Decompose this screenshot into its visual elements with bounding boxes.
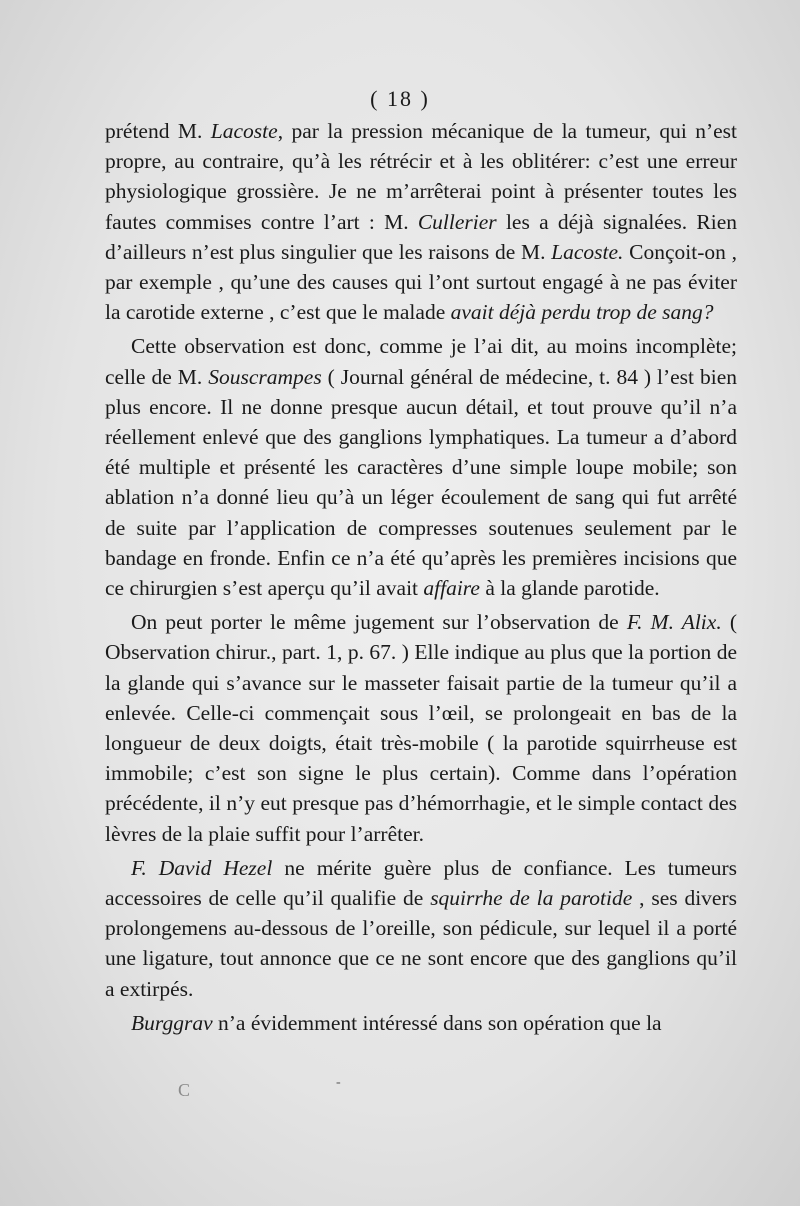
paragraph [105, 331, 737, 603]
text-run: Cette observation est donc, comme je l’ai dit, au moins incomplète; celle de M. [105, 334, 737, 389]
text-run: Conçoit-on , par exemple , qu’une des causes qui l’ont surtout engagé à ne pas éviter la carotide externe , c’est que le malade [105, 239, 737, 325]
italic-text: Cullerier [417, 209, 497, 234]
italic-text: Lacoste. [551, 239, 624, 264]
italic-text: Souscrampes [208, 364, 322, 389]
italic-text: Lacoste [210, 119, 278, 143]
bottom-mark: C [178, 1080, 191, 1100]
italic-text: avait déjà perdu trop de sang? [450, 300, 714, 325]
text-run: à la glande parotide. [479, 576, 660, 601]
paragraph [105, 116, 737, 327]
italic-text: squirrhe de la parotide [430, 886, 633, 911]
paragraph [105, 1008, 737, 1038]
paragraph [105, 607, 737, 849]
text-run: ne mérite guère plus de confiance. Les tumeurs accessoires de celle qu’il qualifie de [105, 855, 738, 911]
italic-text: F. David Hezel [131, 855, 273, 880]
page-number: ( 18 ) [370, 86, 430, 111]
italic-text: Burggrav [131, 1010, 213, 1035]
text-run: n’a évidemment intéressé dans son opération que la [212, 1010, 662, 1035]
italic-text: affaire [423, 576, 480, 601]
paragraph [105, 853, 737, 1004]
bottom-dash: - [336, 1075, 341, 1090]
text-run: On peut porter le même jugement sur l’observation de [131, 610, 627, 635]
text-run: les a déjà signalées. Rien d’ailleurs n’est plus singulier que les raisons de M. [105, 209, 737, 264]
text-run: ( Observation chirur., part. 1, p. 67. ) Elle indique au plus que la portion de la glande qui s’avance sur le masseter faisait partie de la tumeur qu’il a enlevée. Celle-ci commençait sous l’œil, se prolongeait en bas de la longueur de deux doigts, était très-mobile ( la parotide squirrheuse est immobile; c’est son signe le plus certain). Comme dans l’opération précédente, il n’y eut presque pas d’hémorrhagie, et le simple contact des lèvres de la plaie suffit pour l’arrêter. [105, 610, 737, 846]
text-run: , ses divers prolongemens au-dessous de l’oreille, son pédicule, sur lequel il a porté une ligature, tout annonce que ce ne sont encore que des ganglions qu’il a extirpés. [105, 886, 737, 1001]
text-run: prétend M. [105, 119, 211, 143]
italic-text: F. M. Alix. [626, 610, 722, 635]
text-run: ( Journal général de médecine, t. 84 ) l’est bien plus encore. Il ne donne presque aucun détail, et tout prouve qu’il n’a réellement enlevé que des ganglions lymphatiques. La tumeur a d’abord été multiple et présenté les caractères d’une simple loupe mobile; son ablation n’a donné lieu qu’à un léger écoulement de sang qui fut arrêté de suite par l’application de compresses soutenues seulement par le bandage en fronde. Enfin ce n’a été qu’après les premières incisions que ce chirurgien s’est aperçu qu’il avait [105, 364, 737, 601]
body-text [105, 116, 737, 1042]
text-run: , par la pression mécanique de la tumeur, qui n’est propre, au contraire, qu’à les rétrécir et à les oblitérer: c’est une erreur physiologique grossière. Je ne m’arrêterai point à présenter toutes les fautes commises contre l’art : M. [105, 119, 738, 234]
